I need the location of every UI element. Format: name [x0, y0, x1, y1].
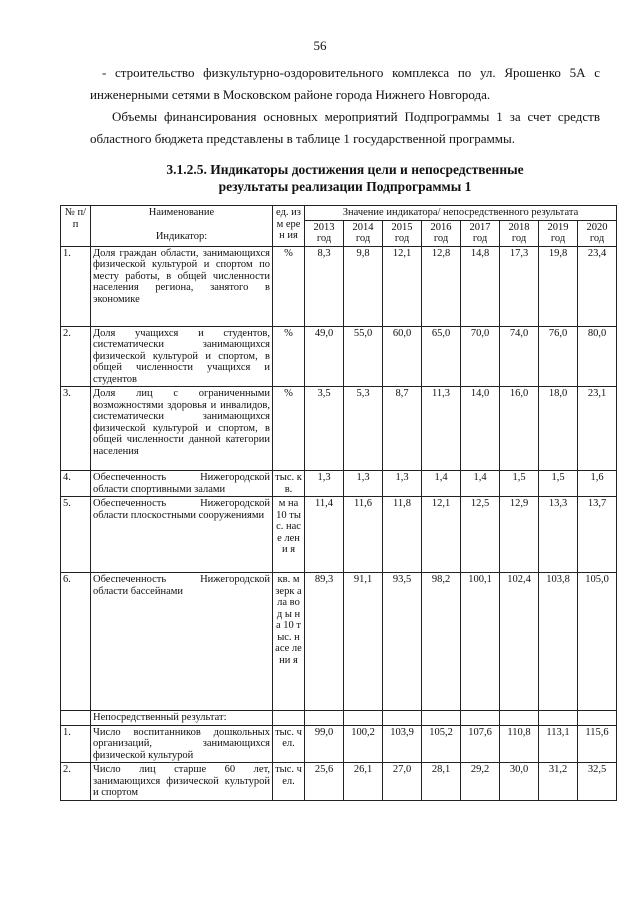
row-number: 2.	[61, 326, 91, 387]
value-cell: 23,1	[578, 387, 617, 471]
value-cell: 5,3	[344, 387, 383, 471]
indicator-row	[61, 497, 617, 573]
value-cell: 1,3	[344, 471, 383, 497]
value-cell: 25,6	[305, 763, 344, 801]
row-unit: м на 10 тыс. насе лени я	[273, 497, 305, 573]
year-header: 2013 год	[305, 220, 344, 246]
value-cell: 1,3	[383, 471, 422, 497]
value-cell: 110,8	[500, 725, 539, 763]
empty-cell	[500, 711, 539, 726]
value-cell: 103,9	[383, 725, 422, 763]
column-header-number: № п/п	[61, 206, 91, 247]
row-name: Обеспеченность Нижегородской области плоскостными сооружениями	[91, 497, 273, 573]
value-cell: 102,4	[500, 573, 539, 711]
header-row-years	[61, 220, 617, 246]
row-name: Доля граждан области, занимающихся физической культурой и спортом по месту работы, в общей численности населения региона, занятого в экономике	[91, 246, 273, 326]
value-cell: 93,5	[383, 573, 422, 711]
row-unit: тыс. чел.	[273, 725, 305, 763]
value-cell: 113,1	[539, 725, 578, 763]
financing-paragraph: Объемы финансирования основных мероприятий Подпрограммы 1 за счет средств областного бюджета представлены в таблице 1 государственной программы.	[90, 109, 600, 146]
value-cell: 1,5	[539, 471, 578, 497]
row-unit: кв. м зерк ала вод ы на 10 тыс. насе лени я	[273, 573, 305, 711]
value-cell: 103,8	[539, 573, 578, 711]
value-cell: 60,0	[383, 326, 422, 387]
indicator-label: Индикатор:	[91, 220, 273, 246]
indicator-row	[61, 573, 617, 711]
row-number: 4.	[61, 471, 91, 497]
row-unit: %	[273, 246, 305, 326]
empty-cell	[61, 711, 91, 726]
row-name: Доля учащихся и студентов, систематически занимающихся физической культурой и спортом, в общей численности учащихся и студентов	[91, 326, 273, 387]
value-cell: 100,2	[344, 725, 383, 763]
empty-cell	[578, 711, 617, 726]
value-cell: 70,0	[461, 326, 500, 387]
result-row	[61, 725, 617, 763]
value-cell: 8,3	[305, 246, 344, 326]
value-cell: 12,9	[500, 497, 539, 573]
value-cell: 1,6	[578, 471, 617, 497]
value-cell: 100,1	[461, 573, 500, 711]
empty-cell	[344, 711, 383, 726]
row-name: Число воспитанников дошкольных организаций, занимающихся физической культурой	[91, 725, 273, 763]
value-cell: 13,7	[578, 497, 617, 573]
value-cell: 14,0	[461, 387, 500, 471]
indicators-table	[60, 205, 617, 801]
row-unit: %	[273, 387, 305, 471]
direct-result-label: Непосредственный результат:	[91, 711, 273, 726]
row-unit: %	[273, 326, 305, 387]
value-cell: 13,3	[539, 497, 578, 573]
row-number: 1.	[61, 725, 91, 763]
section-heading-line1: 3.1.2.5. Индикаторы достижения цели и непосредственные	[166, 162, 524, 177]
year-header: 2016 год	[422, 220, 461, 246]
year-header: 2020 год	[578, 220, 617, 246]
value-cell: 80,0	[578, 326, 617, 387]
row-unit: тыс. кв.	[273, 471, 305, 497]
value-cell: 105,0	[578, 573, 617, 711]
value-cell: 11,4	[305, 497, 344, 573]
value-cell: 115,6	[578, 725, 617, 763]
year-header: 2019 год	[539, 220, 578, 246]
construction-paragraph: - строительство физкультурно-оздоровительного комплекса по ул. Ярошенко 5А с инженерными сетями в Московском районе города Нижнего Новгорода.	[90, 65, 600, 102]
value-cell: 1,4	[461, 471, 500, 497]
value-cell: 19,8	[539, 246, 578, 326]
value-cell: 8,7	[383, 387, 422, 471]
value-cell: 18,0	[539, 387, 578, 471]
row-name: Обеспеченность Нижегородской области бассейнами	[91, 573, 273, 711]
row-name: Число лиц старше 60 лет, занимающихся физической культурой и спортом	[91, 763, 273, 801]
value-cell: 12,1	[383, 246, 422, 326]
value-cell: 98,2	[422, 573, 461, 711]
direct-result-row	[61, 711, 617, 726]
value-cell: 9,8	[344, 246, 383, 326]
year-header: 2018 год	[500, 220, 539, 246]
value-cell: 3,5	[305, 387, 344, 471]
empty-cell	[383, 711, 422, 726]
column-header-name: Наименование	[91, 206, 273, 221]
indicator-row	[61, 471, 617, 497]
value-cell: 91,1	[344, 573, 383, 711]
value-cell: 12,5	[461, 497, 500, 573]
column-header-values: Значение индикатора/ непосредственного результата	[305, 206, 617, 221]
column-header-unit: ед. изм ерен ия	[273, 206, 305, 247]
value-cell: 65,0	[422, 326, 461, 387]
value-cell: 27,0	[383, 763, 422, 801]
value-cell: 12,8	[422, 246, 461, 326]
indicator-row	[61, 326, 617, 387]
value-cell: 11,6	[344, 497, 383, 573]
value-cell: 1,4	[422, 471, 461, 497]
indicator-row	[61, 387, 617, 471]
row-number: 2.	[61, 763, 91, 801]
value-cell: 99,0	[305, 725, 344, 763]
value-cell: 17,3	[500, 246, 539, 326]
value-cell: 32,5	[578, 763, 617, 801]
value-cell: 55,0	[344, 326, 383, 387]
year-header: 2015 год	[383, 220, 422, 246]
value-cell: 74,0	[500, 326, 539, 387]
value-cell: 105,2	[422, 725, 461, 763]
indicator-row	[61, 246, 617, 326]
row-number: 3.	[61, 387, 91, 471]
result-row	[61, 763, 617, 801]
value-cell: 16,0	[500, 387, 539, 471]
empty-cell	[422, 711, 461, 726]
year-header: 2017 год	[461, 220, 500, 246]
empty-cell	[273, 711, 305, 726]
value-cell: 12,1	[422, 497, 461, 573]
empty-cell	[539, 711, 578, 726]
value-cell: 14,8	[461, 246, 500, 326]
value-cell: 11,8	[383, 497, 422, 573]
row-name: Обеспеченность Нижегородской области спортивными залами	[91, 471, 273, 497]
value-cell: 49,0	[305, 326, 344, 387]
value-cell: 30,0	[500, 763, 539, 801]
value-cell: 89,3	[305, 573, 344, 711]
empty-cell	[461, 711, 500, 726]
value-cell: 28,1	[422, 763, 461, 801]
section-heading-line2: результаты реализации Подпрограммы 1	[218, 179, 472, 194]
row-number: 1.	[61, 246, 91, 326]
value-cell: 26,1	[344, 763, 383, 801]
row-name: Доля лиц с ограниченными возможностями здоровья и инвалидов, систематически занимающихся физической культурой и спортом, в общей численности данной категории населения	[91, 387, 273, 471]
year-header: 2014 год	[344, 220, 383, 246]
value-cell: 107,6	[461, 725, 500, 763]
value-cell: 1,5	[500, 471, 539, 497]
value-cell: 31,2	[539, 763, 578, 801]
row-number: 6.	[61, 573, 91, 711]
value-cell: 1,3	[305, 471, 344, 497]
section-heading	[90, 161, 600, 195]
row-unit: тыс. чел.	[273, 763, 305, 801]
header-row-1	[61, 206, 617, 221]
value-cell: 29,2	[461, 763, 500, 801]
value-cell: 76,0	[539, 326, 578, 387]
row-number: 5.	[61, 497, 91, 573]
empty-cell	[305, 711, 344, 726]
value-cell: 11,3	[422, 387, 461, 471]
value-cell: 23,4	[578, 246, 617, 326]
page-number: 56	[313, 38, 327, 53]
